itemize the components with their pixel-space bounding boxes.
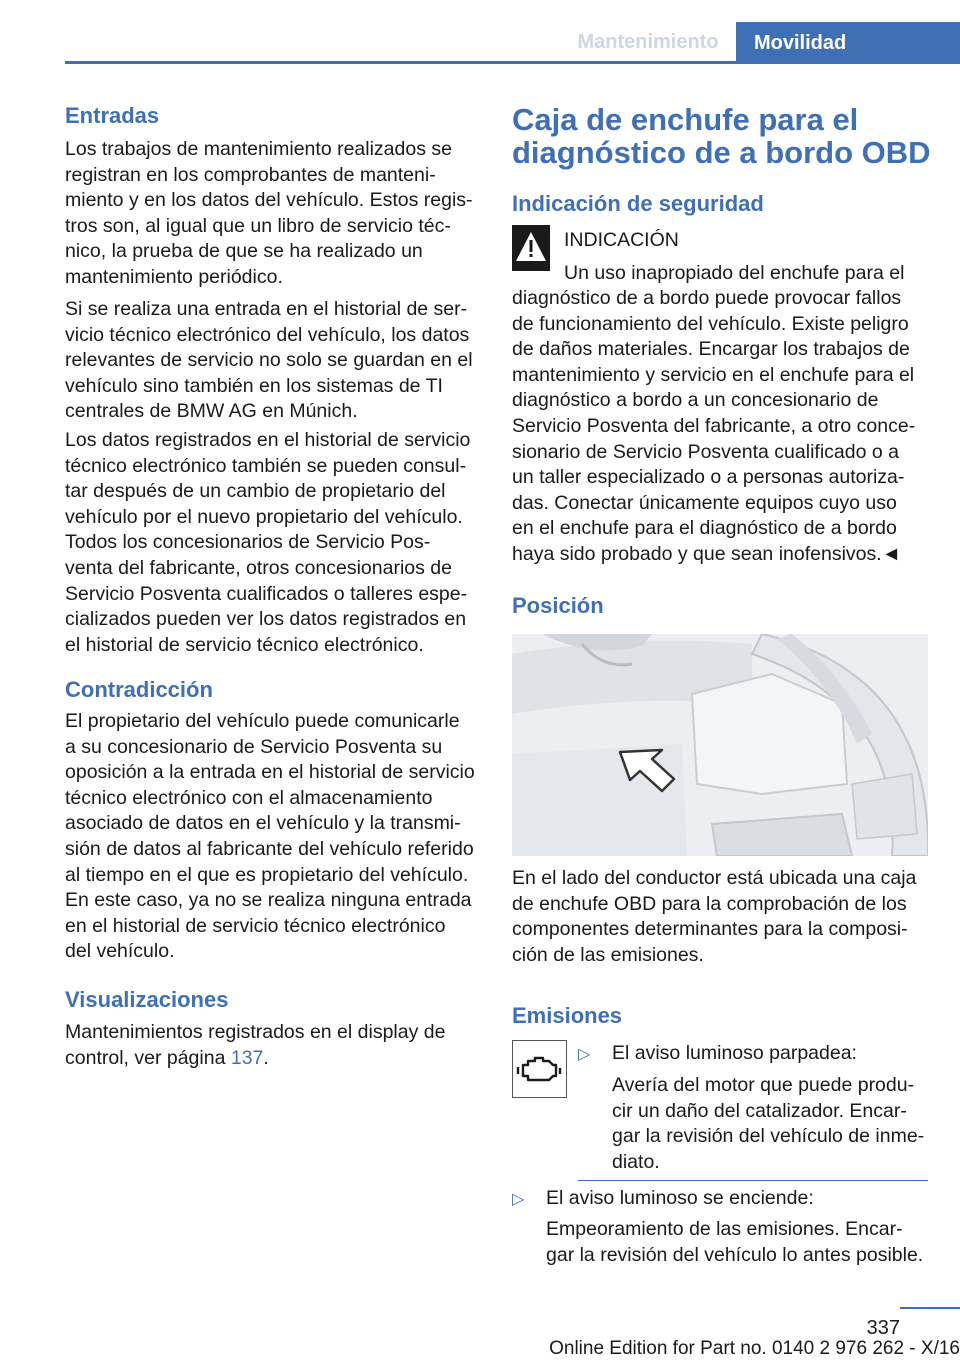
text-line: sión de datos al fabricante del vehículo referido bbox=[65, 837, 474, 860]
text-fragment: control, ver página bbox=[65, 1046, 231, 1069]
text-fragment: . bbox=[263, 1046, 269, 1069]
notice-first-line: Un uso inapropiado del enchufe para el bbox=[564, 262, 905, 284]
text-line: relevantes de servicio no solo se guardan en el bbox=[65, 349, 473, 372]
heading-visualizaciones: Visualizaciones bbox=[65, 987, 229, 1012]
text-line: En el lado del conductor está ubicada una caja bbox=[512, 867, 917, 889]
emision-item-1-head: El aviso luminoso parpadea: bbox=[612, 1042, 857, 1064]
text-line: vehículo por el nuevo propietario del vehículo. bbox=[65, 505, 463, 528]
text-line: gar la revisión del vehículo lo antes posible. bbox=[546, 1243, 924, 1266]
text-line: Los datos registrados en el historial de servicio bbox=[65, 429, 471, 451]
text-line: del vehículo. bbox=[65, 940, 175, 963]
paragraph-contradiccion bbox=[65, 709, 485, 965]
text-line: tros son, al igual que un libro de servicio téc- bbox=[65, 214, 451, 237]
text-line: sionario de Servicio Posventa cualificado o a bbox=[512, 440, 899, 463]
emision-item-1-body bbox=[612, 1073, 942, 1175]
text-line: diato. bbox=[612, 1150, 660, 1173]
page-link-137[interactable]: 137 bbox=[230, 1046, 264, 1069]
posicion-caption bbox=[512, 866, 952, 968]
text-line: mantenimiento y servicio en el enchufe para el bbox=[512, 363, 915, 386]
text-line: cir un daño del catalizador. Encar- bbox=[612, 1099, 907, 1122]
text-line: al tiempo en el que es propietario del vehículo. bbox=[65, 863, 469, 886]
text-line: a su concesionario de Servicio Posventa su bbox=[65, 735, 443, 758]
text-line: ción de las emisiones. bbox=[512, 943, 704, 966]
header-tab-movilidad[interactable]: Movilidad bbox=[736, 22, 960, 64]
text-line: mantenimiento periódico. bbox=[65, 265, 283, 288]
check-engine-icon bbox=[512, 1040, 567, 1098]
heading-contradiccion: Contradicción bbox=[65, 677, 213, 702]
text-line: de enchufe OBD para la comprobación de los bbox=[512, 892, 907, 915]
text-line: venta del fabricante, otros concesionarios de bbox=[65, 556, 452, 579]
text-line bbox=[65, 1046, 485, 1072]
text-line: diagnóstico de a bordo puede provocar fallos bbox=[512, 287, 902, 309]
text-line: en el historial de servicio técnico electrónico bbox=[65, 914, 446, 937]
heading-seguridad: Indicación de seguridad bbox=[512, 191, 764, 216]
text-line: centrales de BMW AG en Múnich. bbox=[65, 400, 358, 423]
text-line: El propietario del vehículo puede comunicarle bbox=[65, 710, 460, 732]
text-line: gar la revisión del vehículo de inme- bbox=[612, 1125, 925, 1148]
text-line: haya sido probado y que sean inofensivos.◄ bbox=[512, 542, 901, 565]
edition-footer: Online Edition for Part no. 0140 2 976 262 - X/16 bbox=[549, 1338, 960, 1359]
warning-icon bbox=[512, 225, 550, 271]
text-line: un taller especializado o a personas autoriza- bbox=[512, 466, 905, 489]
text-line: componentes determinantes para la composi- bbox=[512, 918, 908, 941]
text-line: miento y en los datos del vehículo. Estos regis- bbox=[65, 189, 473, 212]
emision-bullet-2 bbox=[512, 1186, 524, 1213]
paragraph-entradas-1 bbox=[65, 137, 485, 291]
page-title bbox=[512, 103, 952, 169]
text-line: técnico electrónico también se pueden consul- bbox=[65, 454, 467, 477]
text-line: diagnóstico a bordo a un concesionario de bbox=[512, 389, 879, 412]
text-line: de funcionamiento del vehículo. Existe peligro bbox=[512, 312, 909, 335]
text-line: Servicio Posventa cualificados o talleres espe- bbox=[65, 582, 468, 605]
footer-rule bbox=[900, 1307, 960, 1309]
obd-position-image bbox=[512, 634, 928, 856]
title-line: Caja de enchufe para el bbox=[512, 102, 859, 137]
text-line: de daños materiales. Encargar los trabajos de bbox=[512, 338, 910, 361]
list-separator-gap bbox=[512, 1180, 572, 1181]
text-line: Servicio Posventa del fabricante, a otro conce- bbox=[512, 414, 916, 437]
text-line: das. Conectar únicamente equipos cuyo uso bbox=[512, 491, 897, 514]
heading-entradas: Entradas bbox=[65, 103, 160, 128]
text-line: cializados pueden ver los datos registrados en bbox=[65, 608, 467, 631]
text-line: vicio técnico electrónico del vehículo, los datos bbox=[65, 323, 470, 346]
triangle-bullet-icon: ▷ bbox=[512, 1191, 525, 1208]
text-line: Empeoramiento de las emisiones. Encar- bbox=[546, 1218, 903, 1240]
header-rule bbox=[65, 61, 960, 64]
emision-item-2-head: El aviso luminoso se enciende: bbox=[546, 1187, 814, 1209]
emision-bullet-1 bbox=[578, 1041, 590, 1068]
paragraph-entradas-2 bbox=[65, 297, 485, 425]
notice-body bbox=[512, 286, 952, 568]
title-line: diagnóstico de a bordo OBD bbox=[512, 135, 931, 170]
text-line: Los trabajos de mantenimiento realizados se bbox=[65, 138, 452, 160]
text-line: nico, la prueba de que se ha realizado un bbox=[65, 240, 423, 263]
text-line: En este caso, ya no se realiza ninguna entrada bbox=[65, 889, 472, 912]
text-line: Todos los concesionarios de Servicio Pos- bbox=[65, 531, 431, 554]
text-line: Si se realiza una entrada en el historial de ser- bbox=[65, 298, 468, 320]
text-line: vehículo sino también en los sistemas de TI bbox=[65, 374, 443, 397]
text-line: tar después de un cambio de propietario del bbox=[65, 480, 446, 503]
text-line: el historial de servicio técnico electrónico. bbox=[65, 633, 424, 656]
text-line: asociado de datos en el vehículo y la transmi- bbox=[65, 812, 461, 835]
heading-posicion: Posición bbox=[512, 593, 604, 618]
text-line: Avería del motor que puede produ- bbox=[612, 1074, 915, 1096]
paragraph-visualizaciones bbox=[65, 1020, 485, 1071]
triangle-bullet-icon: ▷ bbox=[578, 1046, 591, 1063]
paragraph-entradas-3 bbox=[65, 428, 485, 658]
text-line: Mantenimientos registrados en el display de bbox=[65, 1021, 446, 1043]
text-line: registran en los comprobantes de manteni- bbox=[65, 163, 436, 186]
notice-label: INDICACIÓN bbox=[564, 229, 679, 251]
text-line: oposición a la entrada en el historial de servicio bbox=[65, 761, 475, 784]
header-tab-mantenimiento[interactable]: Mantenimiento bbox=[577, 31, 719, 53]
text-line: técnico electrónico con el almacenamiento bbox=[65, 786, 433, 809]
emision-item-2-body bbox=[546, 1217, 946, 1268]
text-line: en el enchufe para el diagnóstico de a bordo bbox=[512, 517, 897, 540]
page-number: 337 bbox=[866, 1317, 900, 1339]
list-separator bbox=[578, 1180, 928, 1181]
heading-emisiones: Emisiones bbox=[512, 1003, 623, 1028]
